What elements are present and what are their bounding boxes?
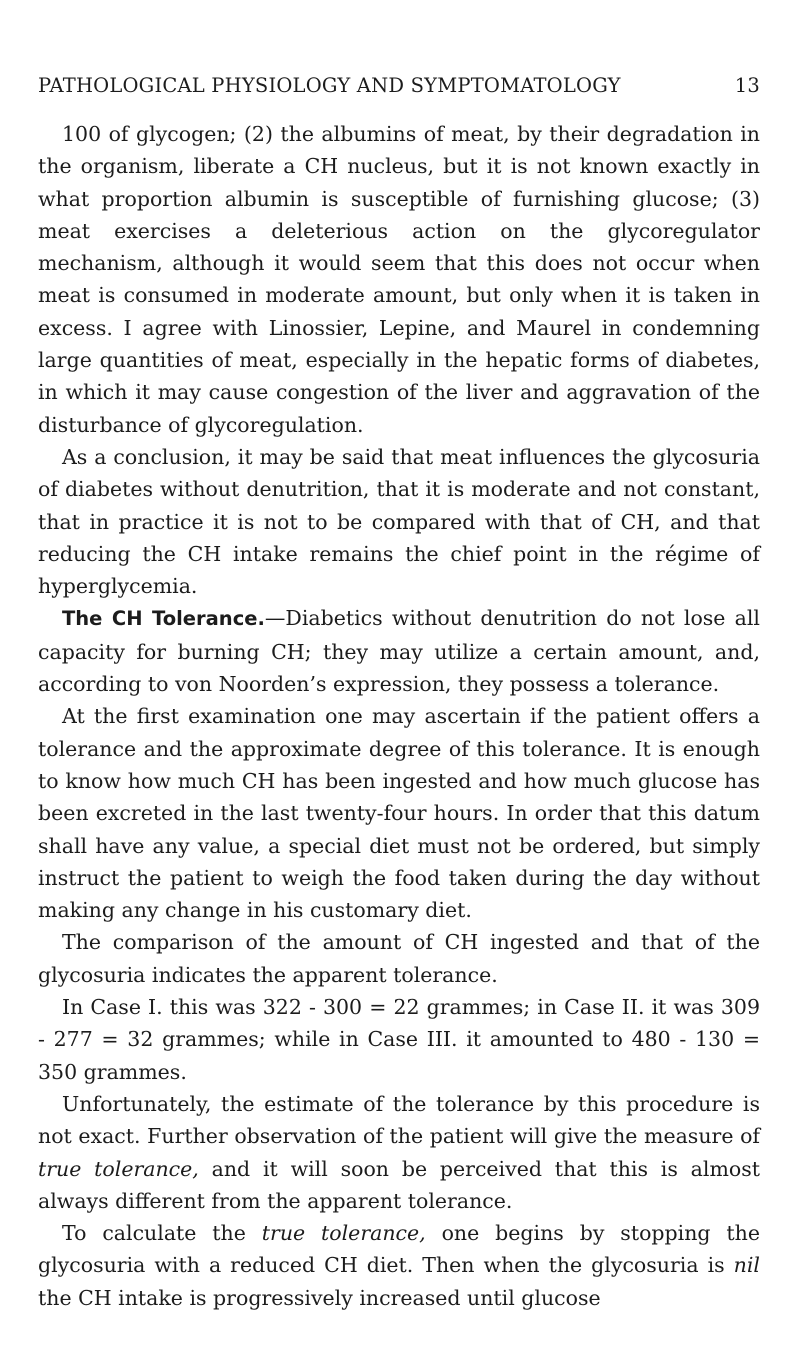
paragraph-text: The comparison of the amount of CH ingested and that of the glycosuria indicates the apparent tolerance. xyxy=(38,930,760,987)
paragraph-text: 100 of glycogen; (2) the albumins of meat, by their degradation in the organism, liberate a CH nucleus, but it is not known exactly in what proportion albumin is susceptible of furnishing glucose; (3) meat exercises a deleterious action on the glycoregulator mechanism, although it would seem that this does not occur when meat is consumed in moderate amount, but only when it is taken in excess. I agree with Linossier, Lepine, and Maurel in condemning large quantities of meat, especially in the hepatic forms of diabetes, in which it may cause congestion of the liver and aggravation of the disturbance of glycoregulation. xyxy=(38,122,760,437)
paragraph xyxy=(38,700,760,926)
paragraph xyxy=(38,926,760,991)
body-text xyxy=(38,118,760,1314)
section-heading: The CH Tolerance. xyxy=(62,607,265,631)
running-head-title: PATHOLOGICAL PHYSIOLOGY AND SYMPTOMATOLOGY xyxy=(38,74,621,97)
paragraph-text: one begins by stopping the glycosuria with a reduced CH diet. Then when the glycosuria is xyxy=(38,1221,761,1278)
paragraph-text: As a conclusion, it may be said that meat influences the glycosuria of diabetes without denutrition, that it is moderate and not constant, that in practice it is not to be compared with that of CH, and that reducing the CH intake remains the chief point in the régime of hyperglycemia. xyxy=(38,444,760,599)
paragraph xyxy=(38,441,760,602)
italic-term: nil xyxy=(733,1253,760,1278)
paragraph-text: the CH intake is progressively increased until glucose xyxy=(38,1285,601,1310)
paragraph-text: At the first examination one may ascertain if the patient offers a tolerance and the approximate degree of this tolerance. It is enough to know how much CH has been ingested and how much glucose has been excreted in the last twenty-four hours. In order that this datum shall have any value, a special diet must not be ordered, but simply instruct the patient to weigh the food taken during the day without making any change in his customary diet. xyxy=(38,704,760,923)
italic-term: true tolerance, xyxy=(261,1221,426,1246)
paragraph-text: Unfortunately, the estimate of the tolerance by this procedure is not exact. Further observation of the patient will give the measure of xyxy=(38,1091,760,1149)
paragraph-text: and it will soon be perceived that this is almost always different from the apparent tolerance. xyxy=(38,1156,760,1213)
paragraph-text: In Case I. this was 322 - 300 = 22 grammes; in Case II. it was 309 - 277 = 32 grammes; while in Case III. it amounted to 480 - 130 = 350 grammes. xyxy=(38,995,760,1084)
paragraph xyxy=(38,118,760,441)
paragraph xyxy=(38,602,760,700)
paragraph xyxy=(38,1217,760,1314)
paragraph-text: To calculate the xyxy=(62,1221,262,1246)
paragraph-text: —Diabetics without denutrition do not lose all capacity for burning CH; they may utilize a certain amount, and, according to von Noorden’s expression, they possess a tolerance. xyxy=(38,606,760,697)
page-number: 13 xyxy=(734,74,760,97)
paragraph xyxy=(38,991,760,1088)
paragraph xyxy=(38,1088,760,1217)
italic-term: true tolerance, xyxy=(38,1156,199,1181)
running-head xyxy=(38,74,760,97)
